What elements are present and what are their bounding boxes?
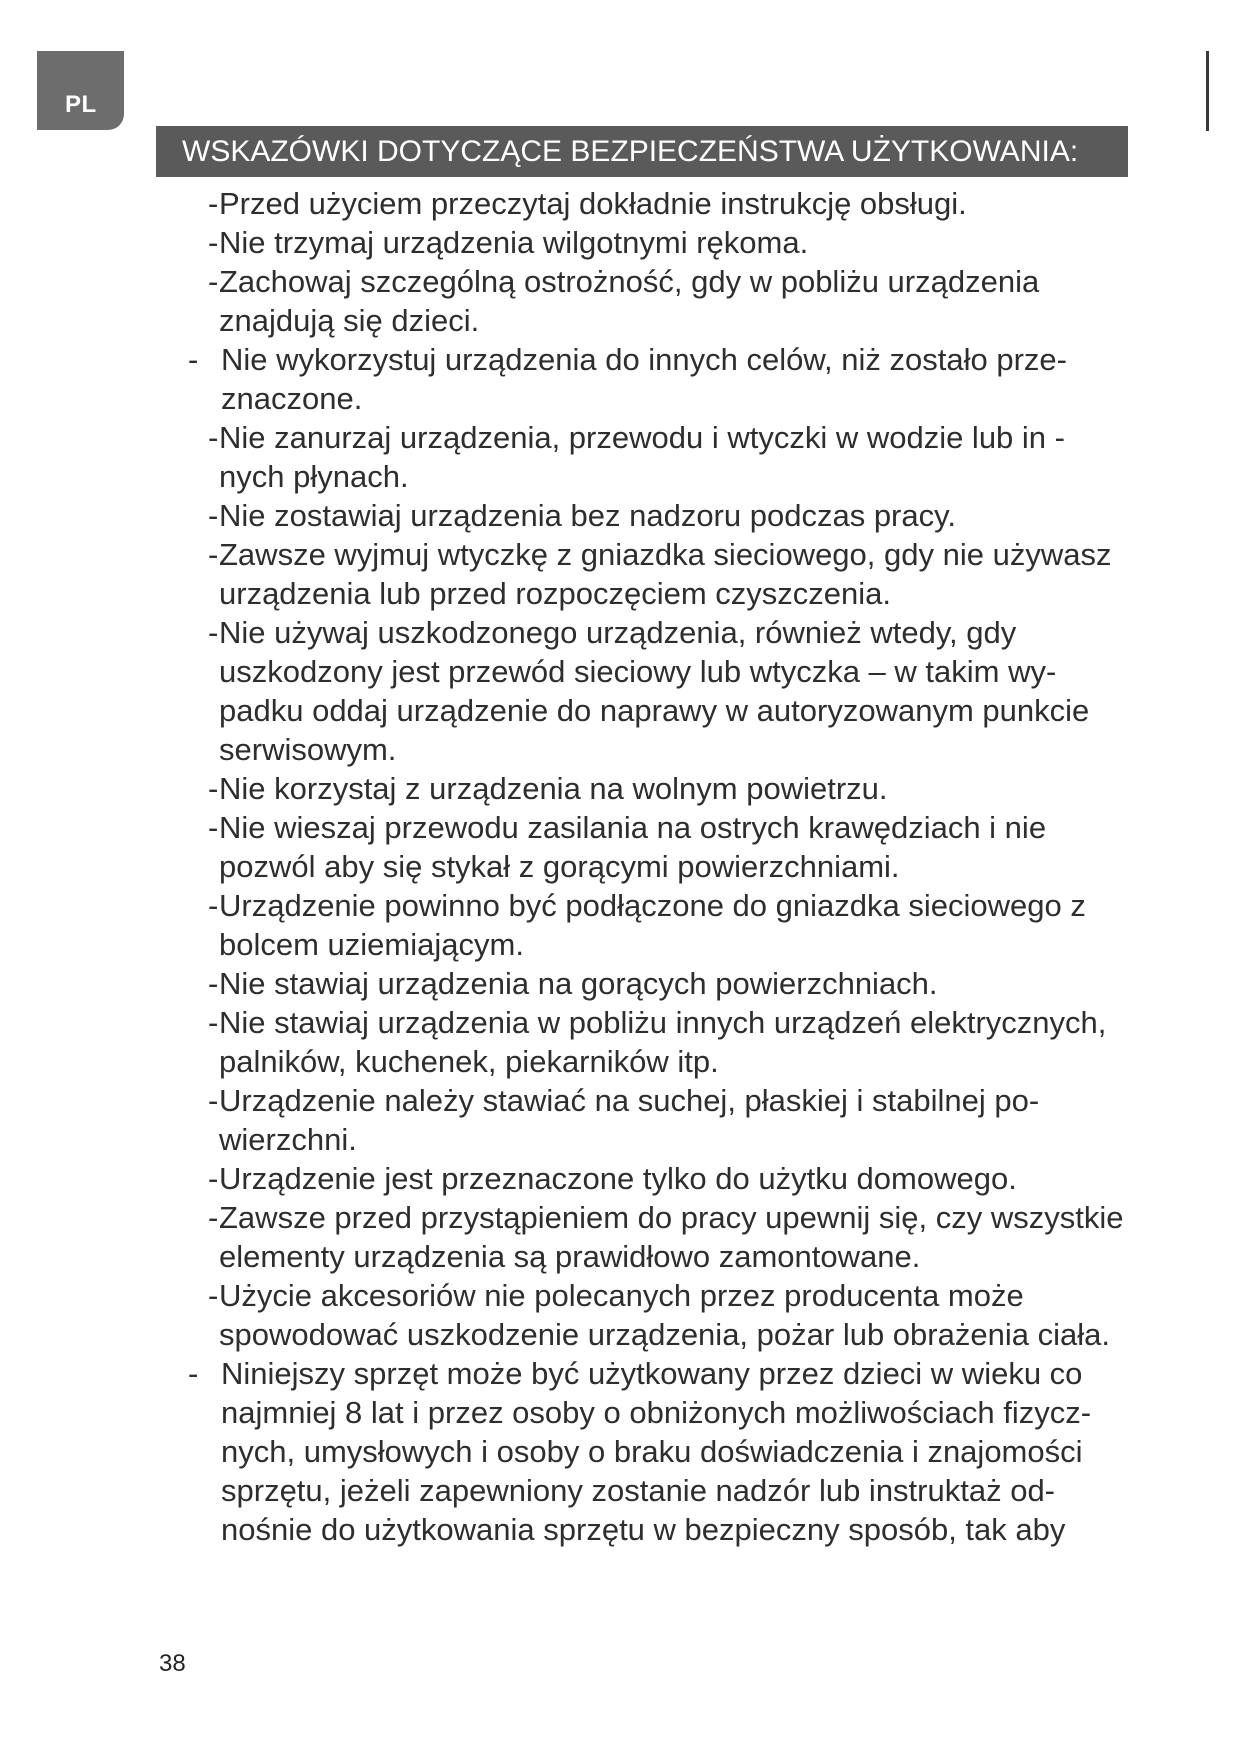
instruction-text-line: Nie wieszaj przewodu zasilania na ostrych krawędziach i nie xyxy=(219,810,1047,845)
instruction-text-line: elementy urządzenia są prawidłowo zamontowane. xyxy=(219,1239,921,1274)
section-title: WSKAZÓWKI DOTYCZĄCE BEZPIECZEŃSTWA UŻYTKOWANIA: xyxy=(182,135,1079,168)
safety-instruction-item xyxy=(0,964,1241,1003)
safety-instructions-list xyxy=(0,184,1241,1549)
list-dash: - xyxy=(208,1005,219,1040)
instruction-text-line: Nie wykorzystuj urządzenia do innych celów, niż zostało prze- xyxy=(221,342,1067,377)
list-dash: - xyxy=(208,537,219,572)
instruction-text-line: urządzenia lub przed rozpoczęciem czyszczenia. xyxy=(219,576,891,611)
list-dash: - xyxy=(208,225,219,260)
instruction-text-line: Nie zostawiaj urządzenia bez nadzoru podczas pracy. xyxy=(219,498,956,533)
instruction-text-line: pozwól aby się stykał z gorącymi powierzchniami. xyxy=(219,849,900,884)
instruction-text-line: Urządzenie należy stawiać na suchej, płaskiej i stabilnej po- xyxy=(219,1083,1040,1118)
list-dash: - xyxy=(208,966,219,1001)
safety-instruction-item xyxy=(0,184,1241,223)
instruction-text-line: nych, umysłowych i osoby o braku doświadczenia i znajomości xyxy=(221,1434,1083,1469)
list-dash: - xyxy=(208,420,219,455)
instruction-text-line: spowodować uszkodzenie urządzenia, pożar lub obrażenia ciała. xyxy=(219,1317,1110,1352)
list-dash: - xyxy=(188,342,199,377)
instruction-text-line: uszkodzony jest przewód sieciowy lub wtyczka – w takim wy- xyxy=(219,654,1057,689)
instruction-text-line: serwisowym. xyxy=(219,732,397,767)
safety-instruction-item xyxy=(0,1159,1241,1198)
safety-instruction-item xyxy=(0,418,1241,496)
list-dash: - xyxy=(208,1278,219,1313)
list-dash: - xyxy=(208,771,219,806)
list-dash: - xyxy=(208,1200,219,1235)
safety-instruction-item xyxy=(0,535,1241,613)
list-dash: - xyxy=(208,810,219,845)
list-dash: - xyxy=(208,264,219,299)
instruction-text-line: bolcem uziemiającym. xyxy=(219,927,524,962)
safety-instruction-item xyxy=(0,1276,1241,1354)
instruction-text-line: Niniejszy sprzęt może być użytkowany przez dzieci w wieku co xyxy=(221,1356,1083,1391)
instruction-text-line: Urządzenie jest przeznaczone tylko do użytku domowego. xyxy=(219,1161,1017,1196)
instruction-text-line: padku oddaj urządzenie do naprawy w autoryzowanym punkcie xyxy=(219,693,1090,728)
list-dash: - xyxy=(188,1356,199,1391)
list-dash: - xyxy=(208,186,219,221)
instruction-text-line: Nie zanurzaj urządzenia, przewodu i wtyczki w wodzie lub in - xyxy=(219,420,1065,455)
instruction-text-line: sprzętu, jeżeli zapewniony zostanie nadzór lub instruktaż od- xyxy=(221,1473,1056,1508)
instruction-text-line: palników, kuchenek, piekarników itp. xyxy=(219,1044,719,1079)
list-dash: - xyxy=(208,615,219,650)
instruction-text-line: znajdują się dzieci. xyxy=(219,303,480,338)
safety-instruction-item xyxy=(0,262,1241,340)
instruction-text-line: Nie stawiaj urządzenia na gorących powierzchniach. xyxy=(219,966,938,1001)
instruction-text-line: Nie używaj uszkodzonego urządzenia, również wtedy, gdy xyxy=(219,615,1017,650)
list-dash: - xyxy=(208,1083,219,1118)
safety-instruction-item xyxy=(0,769,1241,808)
instruction-text-line: najmniej 8 lat i przez osoby o obniżonych możliwościach fizycz- xyxy=(221,1395,1092,1430)
instruction-text-line: Nie stawiaj urządzenia w pobliżu innych urządzeń elektrycznych, xyxy=(219,1005,1107,1040)
safety-instruction-item xyxy=(0,1003,1241,1081)
safety-instruction-item xyxy=(0,613,1241,769)
instruction-text-line: Urządzenie powinno być podłączone do gniazdka sieciowego z xyxy=(219,888,1086,923)
safety-instruction-item xyxy=(0,1354,1241,1549)
page-number: 38 xyxy=(159,1650,186,1677)
language-label: PL xyxy=(65,91,97,118)
instruction-text-line: Zawsze przed przystąpieniem do pracy upewnij się, czy wszystkie xyxy=(219,1200,1124,1235)
safety-instruction-item xyxy=(0,1081,1241,1159)
list-dash: - xyxy=(208,1161,219,1196)
safety-instruction-item xyxy=(0,1198,1241,1276)
instruction-text-line: Zawsze wyjmuj wtyczkę z gniazdka sieciowego, gdy nie używasz xyxy=(219,537,1112,572)
instruction-text-line: Nie trzymaj urządzenia wilgotnymi rękoma. xyxy=(219,225,809,260)
instruction-text-line: Przed użyciem przeczytaj dokładnie instrukcję obsługi. xyxy=(219,186,967,221)
instruction-text-line: nośnie do użytkowania sprzętu w bezpieczny sposób, tak aby xyxy=(221,1512,1066,1547)
safety-instruction-item xyxy=(0,223,1241,262)
list-dash: - xyxy=(208,498,219,533)
instruction-text-line: Nie korzystaj z urządzenia na wolnym powietrzu. xyxy=(219,771,888,806)
safety-instruction-item xyxy=(0,340,1241,418)
instruction-text-line: Zachowaj szczególną ostrożność, gdy w pobliżu urządzenia xyxy=(219,264,1040,299)
safety-instruction-item xyxy=(0,496,1241,535)
safety-instruction-item xyxy=(0,808,1241,886)
instruction-text-line: Użycie akcesoriów nie polecanych przez producenta może xyxy=(219,1278,1024,1313)
language-tab xyxy=(37,51,124,130)
instruction-text-line: wierzchni. xyxy=(219,1122,357,1157)
instruction-text-line: znaczone. xyxy=(221,381,363,416)
page-edge-mark xyxy=(1206,51,1209,131)
safety-instruction-item xyxy=(0,886,1241,964)
section-header xyxy=(156,126,1128,177)
instruction-text-line: nych płynach. xyxy=(219,459,409,494)
list-dash: - xyxy=(208,888,219,923)
